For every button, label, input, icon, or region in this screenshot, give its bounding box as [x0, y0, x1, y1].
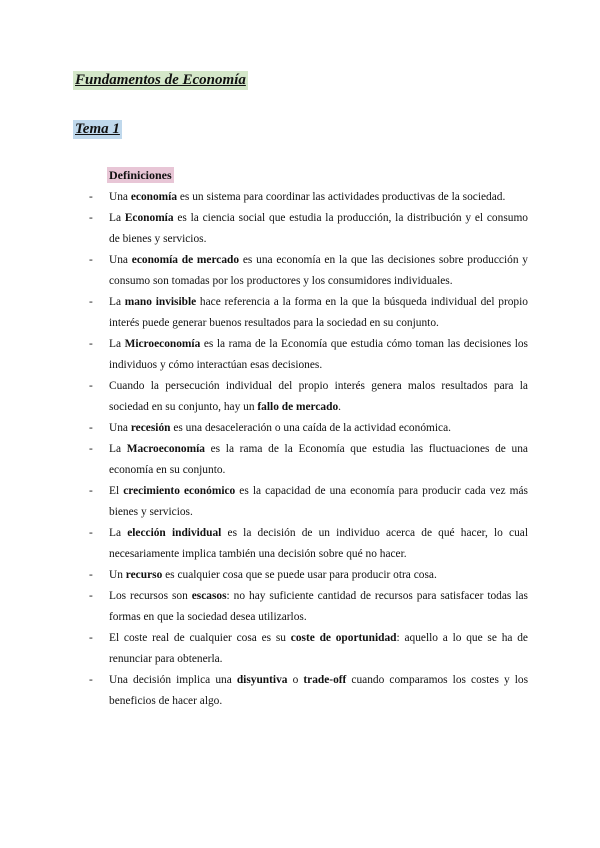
definition-text: La	[109, 212, 125, 224]
definition-item	[88, 628, 528, 670]
section-heading: Definiciones	[109, 168, 172, 182]
definition-text: Los recursos son	[109, 590, 192, 602]
definition-term: Microeconomía	[124, 338, 201, 350]
definition-term: economía de mercado	[131, 254, 240, 266]
definition-term: recesión	[130, 422, 171, 434]
definition-text: es una economía en la que las decisiones sobre producción y consumo son tomadas por los productores y los consumidores individuales.	[109, 254, 528, 287]
definition-item	[88, 523, 528, 565]
definition-term: trade-off	[303, 674, 347, 686]
chapter-heading: Tema 1	[75, 121, 120, 137]
definition-item	[88, 586, 528, 628]
definition-text: Una decisión implica una	[109, 674, 237, 686]
definition-text: es la ciencia social que estudia la producción, la distribución y el consumo de bienes y servicios.	[109, 212, 528, 245]
definition-text: La	[109, 338, 125, 350]
definition-text: es la capacidad de una economía para producir cada vez más bienes y servicios.	[109, 485, 528, 518]
definition-text: La	[109, 296, 125, 308]
definition-text: Cuando la persecución individual del propio interés genera malos resultados para la sociedad en su conjunto, hay un	[109, 380, 528, 413]
definition-text: es una desaceleración o una caída de la actividad económica.	[170, 422, 451, 434]
definition-term: Economía	[124, 212, 174, 224]
definition-text: La	[109, 527, 128, 539]
definition-item	[88, 208, 528, 250]
definition-text: es la rama de la Economía que estudia cómo toman las decisiones los individuos y cómo interactúan esas decisiones.	[109, 338, 528, 371]
definition-term: elección individual	[127, 527, 222, 539]
definition-text: es la rama de la Economía que estudia las fluctuaciones de una economía en su conjunto.	[109, 443, 528, 476]
definition-term: recurso	[125, 569, 163, 581]
definition-item	[88, 334, 528, 376]
definition-term: escasos	[191, 590, 227, 602]
definition-item	[88, 565, 528, 586]
definition-text: o	[287, 674, 304, 686]
definition-text: El	[109, 485, 124, 497]
definition-text: hace referencia a la forma en la que la búsqueda individual del propio interés puede generar buenos resultados para la sociedad en su conjunto.	[109, 296, 528, 329]
definitions-list	[88, 187, 528, 712]
definition-text: La	[109, 443, 127, 455]
definition-item	[88, 439, 528, 481]
definition-term: fallo de mercado	[257, 401, 339, 413]
definition-item	[88, 376, 528, 418]
definition-text: es un sistema para coordinar las actividades productivas de la sociedad.	[177, 191, 506, 203]
definition-term: economía	[130, 191, 178, 203]
definition-text: cuando comparamos los costes y los beneficios de hacer algo.	[109, 674, 529, 707]
definition-text: El coste real de cualquier cosa es su	[109, 632, 291, 644]
definition-text: .	[338, 401, 342, 413]
definition-item	[88, 481, 528, 523]
definition-item	[88, 418, 528, 439]
definition-text: : aquello a lo que se ha de renunciar para obtenerla.	[109, 632, 528, 665]
definition-text: Una	[109, 254, 132, 266]
definition-item	[88, 292, 528, 334]
definition-term: mano invisible	[124, 296, 197, 308]
definition-item	[88, 187, 528, 208]
definition-text: Una	[109, 422, 131, 434]
definition-term: coste de oportunidad	[290, 632, 397, 644]
document-title: Fundamentos de Economía	[75, 72, 246, 88]
definition-text: Un	[109, 569, 126, 581]
definition-text: Una	[109, 191, 131, 203]
definition-item	[88, 250, 528, 292]
definition-item	[88, 670, 528, 712]
definition-text: es la decisión de un individuo acerca de qué hacer, lo cual necesariamente implica también una decisión sobre qué no hacer.	[109, 527, 528, 560]
definition-term: crecimiento económico	[123, 485, 236, 497]
definition-term: Macroeconomía	[126, 443, 205, 455]
definition-text: : no hay suficiente cantidad de recursos para satisfacer todas las formas en que la sociedad desea utilizarlos.	[109, 590, 528, 623]
definition-term: disyuntiva	[236, 674, 288, 686]
definition-text: es cualquier cosa que se puede usar para producir otra cosa.	[162, 569, 437, 581]
